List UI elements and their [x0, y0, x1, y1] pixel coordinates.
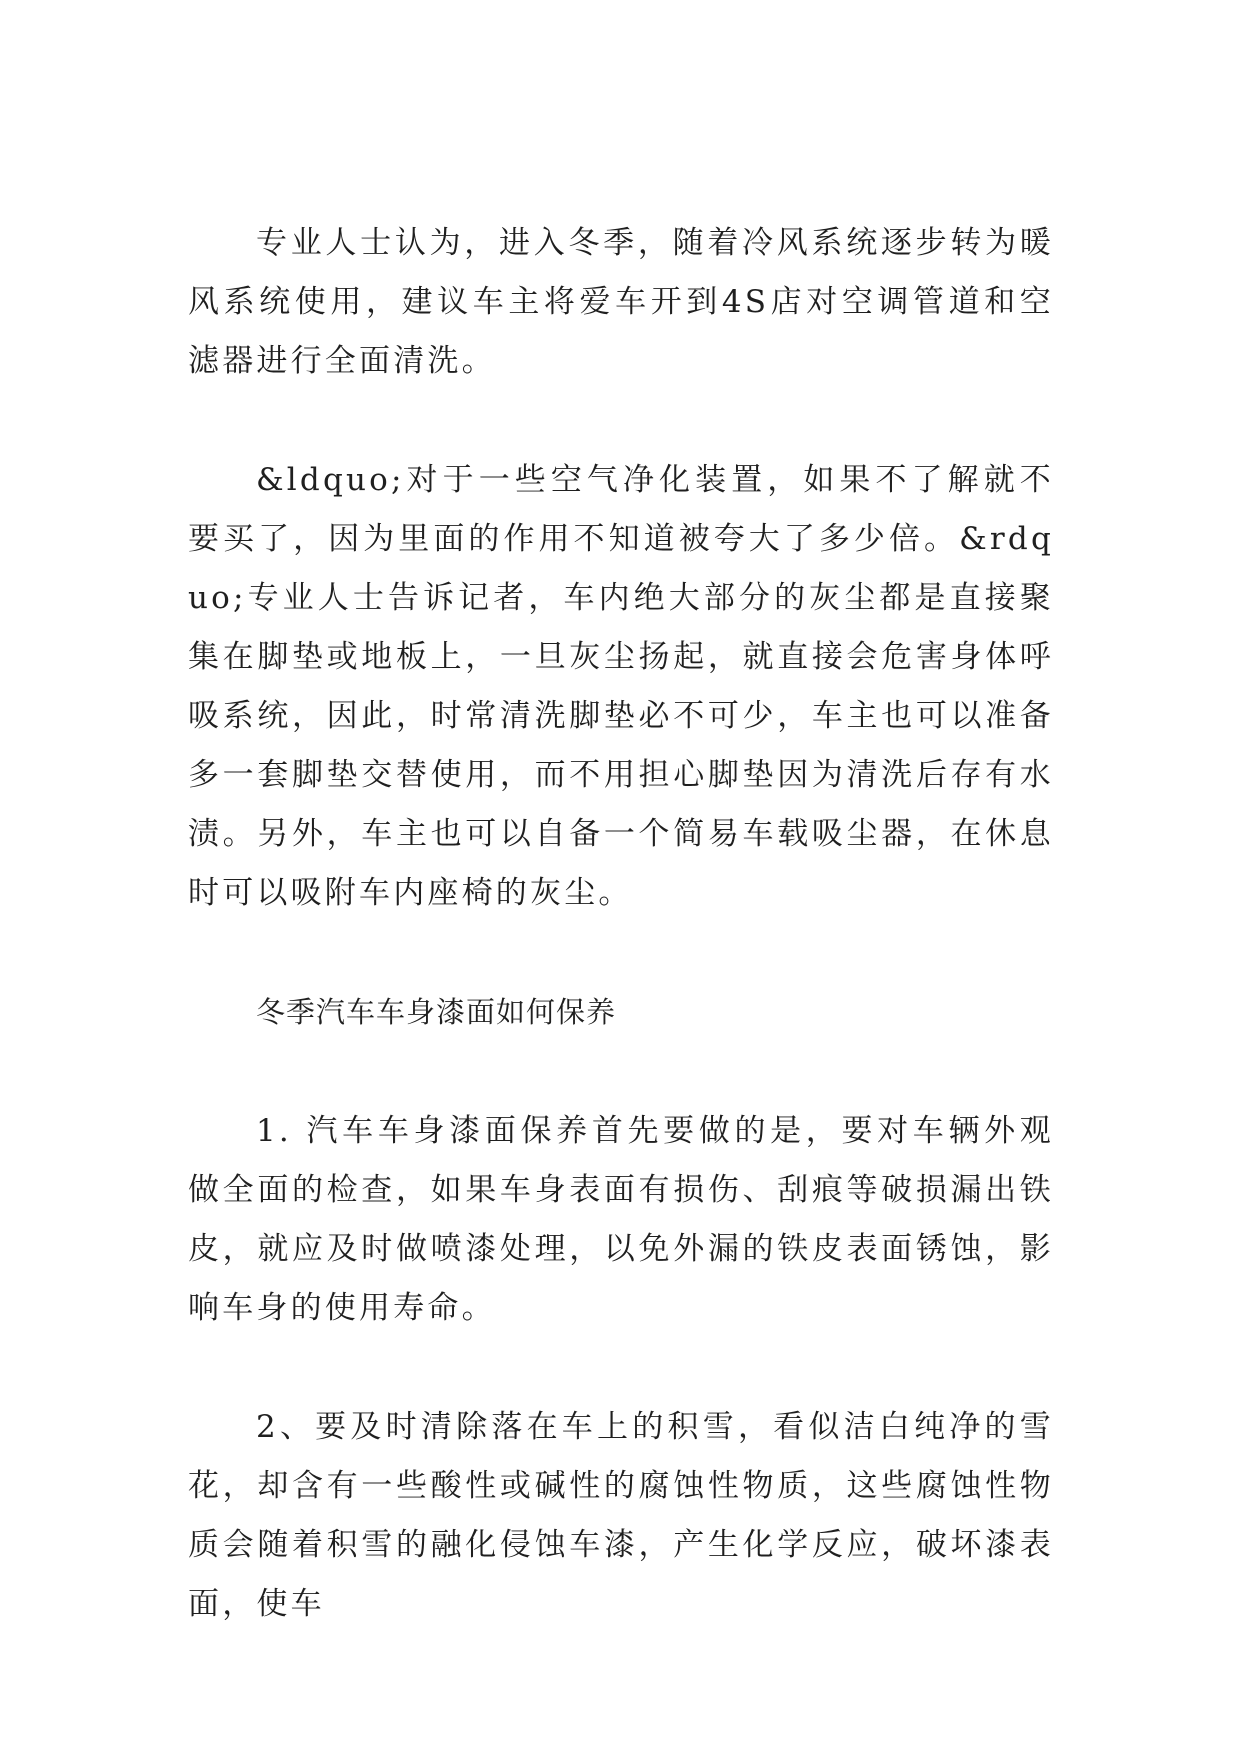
list-item-inspection: 1. 汽车车身漆面保养首先要做的是，要对车辆外观做全面的检查，如果车身表面有损伤、刮痕等破损漏出铁皮，就应及时做喷漆处理，以免外漏的铁皮表面锈蚀，影响车身的使用寿命。 [188, 1113, 1054, 1326]
section-heading: 冬季汽车车身漆面如何保养 [256, 995, 617, 1029]
paragraph-dust-cleaning: &ldquo;对于一些空气净化装置，如果不了解就不要买了，因为里面的作用不知道被夸大了多少倍。&rdquo;专业人士告诉记者，车内绝大部分的灰尘都是直接聚集在脚垫或地板上，一旦灰尘扬起，就直接会危害身体呼吸系统，因此，时常清洗脚垫必不可少，车主也可以准备多一套脚垫交替使用，而不用担心脚垫因为清洗后存有水渍。另外，车主也可以自备一个简易车载吸尘器，在休息时可以吸附车内座椅的灰尘。 [188, 462, 1054, 911]
paragraph-air-conditioning: 专业人士认为，进入冬季，随着冷风系统逐步转为暖风系统使用，建议车主将爱车开到4S店对空调管道和空滤器进行全面清洗。 [188, 225, 1054, 379]
document-body [188, 214, 1054, 1694]
list-item-snow-removal: 2、要及时清除落在车上的积雪，看似洁白纯净的雪花，却含有一些酸性或碱性的腐蚀性物质，这些腐蚀性物质会随着积雪的融化侵蚀车漆，产生化学反应，破坏漆表面，使车 [188, 1409, 1054, 1622]
